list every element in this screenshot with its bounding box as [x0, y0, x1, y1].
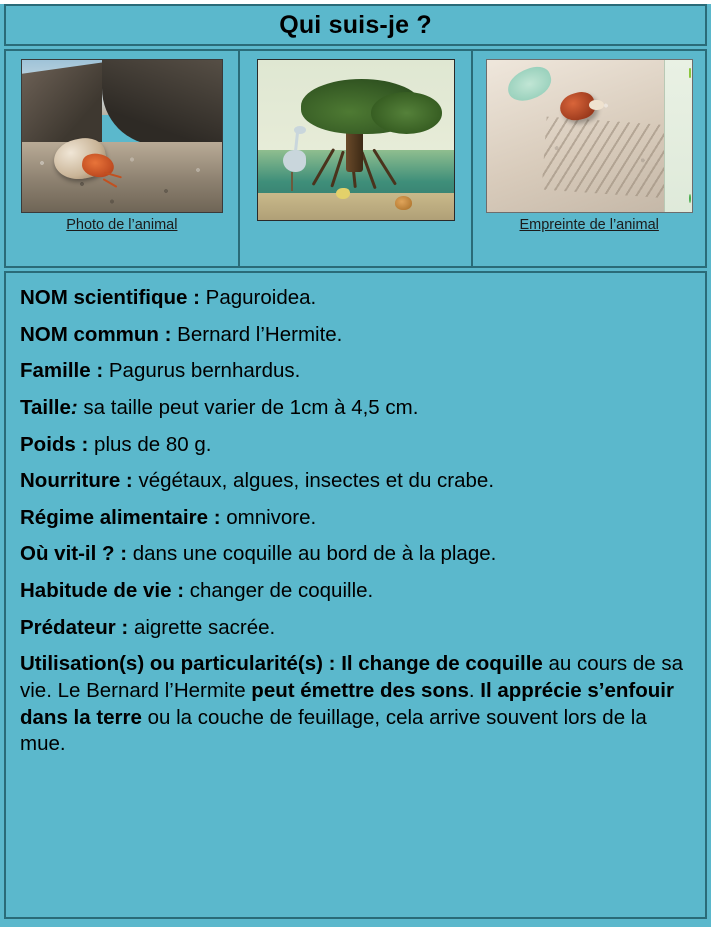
eco-logo-icon	[689, 194, 691, 203]
image-cell-photo	[6, 51, 240, 266]
field-ou-vit-il	[20, 541, 693, 568]
heron-head	[294, 126, 306, 134]
field-label: Régime alimentaire :	[20, 505, 221, 529]
habitat-crab	[395, 196, 413, 210]
plain-text: ou la couche de feuillage, cela arrive souvent lors de la mue.	[20, 705, 647, 756]
photo-animal	[21, 59, 223, 213]
empreinte-animal	[486, 59, 693, 213]
field-value: sa taille peut varier de 1cm à 4,5 cm.	[83, 395, 419, 419]
emphasis-text: Il change de coquille	[335, 652, 543, 676]
field-value: plus de 80 g.	[94, 432, 212, 456]
info-panel	[4, 271, 707, 919]
field-label: Famille :	[20, 359, 104, 383]
habitat-illustration	[257, 59, 455, 221]
field-predateur	[20, 615, 693, 642]
field-value: Pagurus bernhardus.	[108, 359, 301, 383]
habitat-sand	[258, 193, 454, 220]
field-value: aigrette sacrée.	[133, 615, 276, 639]
field-famille	[20, 358, 693, 385]
emphasis-text: peut émettre des sons	[251, 679, 469, 703]
images-row	[4, 49, 707, 268]
worksheet-page	[0, 4, 711, 927]
empreinte-caption: Empreinte de l’animal	[519, 217, 659, 233]
page-title: Qui suis-je ?	[279, 10, 432, 39]
photo-caption: Photo de l’animal	[66, 217, 178, 233]
field-label-colon: :	[70, 395, 78, 419]
field-value: Paguroidea.	[205, 286, 317, 309]
field-label: NOM commun :	[20, 322, 172, 346]
field-label: Utilisation(s) ou particularité(s) :	[20, 652, 336, 676]
field-value: végétaux, algues, insectes et du crabe.	[138, 469, 495, 493]
image-cell-habitat	[240, 51, 472, 266]
field-poids	[20, 432, 693, 459]
field-label: Nourriture :	[20, 469, 133, 493]
field-taille	[20, 395, 693, 422]
field-value: dans une coquille au bord de à la plage.	[132, 542, 497, 566]
field-label: NOM scientifique :	[20, 286, 200, 309]
habitat-shell	[336, 188, 350, 199]
heron-legs	[291, 172, 293, 191]
photo-pebbles	[22, 142, 222, 212]
field-nom-scientifique	[20, 285, 693, 312]
field-value: Bernard l’Hermite.	[177, 322, 343, 346]
field-utilisations	[20, 651, 693, 758]
empreinte-trail	[542, 116, 674, 198]
leaf-logo-icon	[689, 68, 691, 79]
plain-text: .	[468, 679, 481, 703]
field-habitude-de-vie	[20, 578, 693, 605]
photo-rock-right	[102, 59, 223, 145]
empreinte-crab-shell	[589, 100, 603, 111]
field-value: omnivore.	[226, 505, 317, 529]
image-cell-empreinte	[471, 51, 705, 266]
field-nom-commun	[20, 322, 693, 349]
plain-text: au cours de sa vie. Le Bernard l’Hermite	[20, 652, 683, 703]
field-label: Prédateur :	[20, 615, 129, 639]
field-value: changer de coquille.	[189, 579, 374, 603]
field-label: Où vit-il ? :	[20, 542, 128, 566]
field-label: Taille	[20, 395, 71, 419]
field-label: Habitude de vie :	[20, 579, 185, 603]
emphasis-text: Il apprécie s’enfouir dans la terre	[20, 679, 674, 729]
field-label: Poids :	[20, 432, 89, 456]
title-band	[4, 4, 707, 46]
mangrove-canopy	[371, 92, 442, 134]
field-nourriture	[20, 468, 693, 495]
field-regime-alimentaire	[20, 505, 693, 532]
empreinte-sidebar	[664, 60, 692, 212]
